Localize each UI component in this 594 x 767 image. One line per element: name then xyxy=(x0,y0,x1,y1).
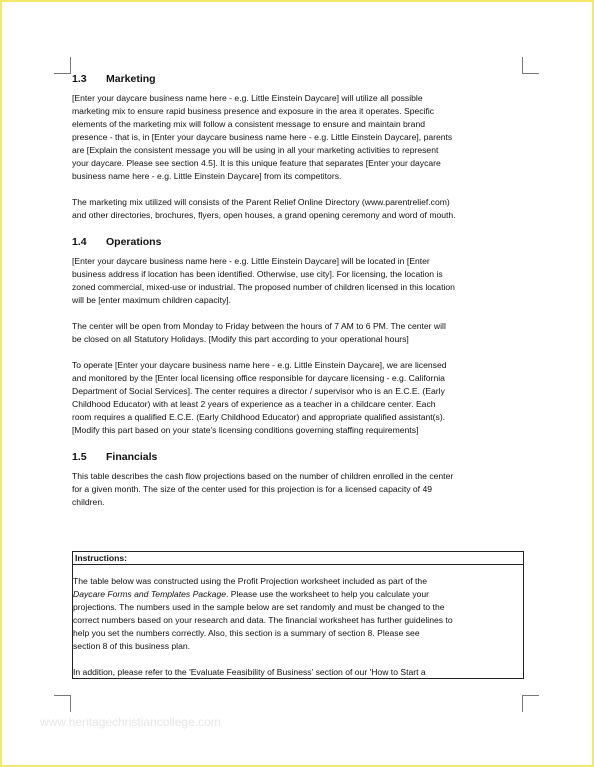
text-line: and monitored by the [Enter local licensing office responsible for daycare licensing - e.g. California xyxy=(72,373,445,383)
text-line: The center will be open from Monday to Friday between the hours of 7 AM to 6 PM. The center will xyxy=(72,321,446,331)
paragraph xyxy=(72,320,524,346)
text-line: will be [enter maximum children capacity]. xyxy=(72,295,232,305)
paragraph xyxy=(72,92,524,183)
text-line: projections. The numbers used in the sample below are set randomly and must be changed to the xyxy=(73,602,445,612)
section-heading-operations xyxy=(72,235,524,249)
text-line: be closed on all Statutory Holidays. [Modify this part according to your operational hours] xyxy=(72,334,409,344)
text-line: business name here - e.g. Little Einstein Daycare] from its competitors. xyxy=(72,171,342,181)
text-line: section 8 of this business plan. xyxy=(73,641,191,651)
instructions-header: Instructions: xyxy=(73,552,523,565)
paragraph xyxy=(73,666,523,679)
section-number: 1.3 xyxy=(72,73,87,85)
paragraph xyxy=(72,196,524,222)
text-line: room requires a qualified E.C.E. (Early Childhood Educator) and appropriate qualified assistant(s). xyxy=(72,412,446,422)
crop-mark-bottom-right xyxy=(522,695,539,712)
text-line: marketing mix to ensure rapid business presence and exposure in the area it operates. Specific xyxy=(72,106,435,116)
section-heading-marketing xyxy=(72,72,524,86)
instructions-body xyxy=(73,565,523,679)
section-heading-financials xyxy=(72,450,524,464)
section-number: 1.5 xyxy=(72,451,87,463)
text-line: To operate [Enter your daycare business name here - e.g. Little Einstein Daycare], we are licensed xyxy=(72,360,447,370)
text-line: In addition, please refer to the 'Evaluate Feasibility of Business' section of our 'How to Start a xyxy=(73,667,426,677)
text-line xyxy=(73,588,523,601)
crop-mark-top-left xyxy=(54,57,71,74)
instructions-box xyxy=(72,551,524,679)
document-body xyxy=(72,66,524,509)
watermark-text: www.heritagechristiancollege.com xyxy=(40,715,221,729)
text-line: for a given month. The size of the center used for this projection is for a licensed capacity of 49 xyxy=(72,484,433,494)
text-line: Department of Social Services]. The center requires a director / supervisor who is an E.C.E. (Early xyxy=(72,386,445,396)
section-title: Financials xyxy=(106,451,158,463)
text-line: presence - that is, in [Enter your daycare business name here - e.g. Little Einstein Daycare], parents xyxy=(72,132,453,142)
text-line: [Enter your daycare business name here - e.g. Little Einstein Daycare] will utilize all possible xyxy=(72,93,423,103)
text-line: [Modify this part based on your state's licensing conditions governing staffing requirements] xyxy=(72,425,419,435)
text-line: are [Explain the consistent message you will be using in all your marketing activities to represent xyxy=(72,145,439,155)
text-line: help you set the numbers correctly. Also, this section is a summary of section 8. Please see xyxy=(73,628,420,638)
paragraph xyxy=(72,255,524,307)
section-title: Operations xyxy=(106,236,162,248)
text-line: and other directories, brochures, flyers, open houses, a grand opening ceremony and word of mouth. xyxy=(72,210,456,220)
section-title: Marketing xyxy=(106,73,156,85)
text-line: The marketing mix utilized will consists of the Parent Relief Online Directory (www.parentrelief.com) xyxy=(72,197,450,207)
package-name: Daycare Forms and Templates Package xyxy=(73,589,227,599)
crop-mark-bottom-left xyxy=(54,695,71,712)
paragraph xyxy=(73,575,523,653)
crop-mark-top-right xyxy=(522,57,539,74)
text-line: Childhood Educator) with at least 2 years of experience as a teacher in a childcare center. Each xyxy=(72,399,436,409)
paragraph xyxy=(72,470,524,509)
text-line: This table describes the cash flow projections based on the number of children enrolled in the center xyxy=(72,471,454,481)
text-line: elements of the marketing mix will follow a consistent message to ensure and maintain brand xyxy=(72,119,425,129)
section-number: 1.4 xyxy=(72,236,87,248)
paragraph xyxy=(72,359,524,437)
text-line: zoned commercial, mixed-use or industrial. The proposed number of children licensed in this location xyxy=(72,282,455,292)
text-line: your daycare. Please see section 4.5]. It is this unique feature that separates [Enter your daycare xyxy=(72,158,441,168)
text-line: The table below was constructed using the Profit Projection worksheet included as part of the xyxy=(73,576,427,586)
text-line: correct numbers based on your research and data. The financial worksheet has further guidelines to xyxy=(73,615,453,625)
text-fragment: . Please use the worksheet to help you calculate your xyxy=(226,589,430,599)
text-line: business address if location has been identified. Otherwise, use city]. For licensing, the location is xyxy=(72,269,443,279)
text-line: children. xyxy=(72,497,105,507)
text-line: [Enter your daycare business name here - e.g. Little Einstein Daycare] will be located in [Enter xyxy=(72,256,430,266)
